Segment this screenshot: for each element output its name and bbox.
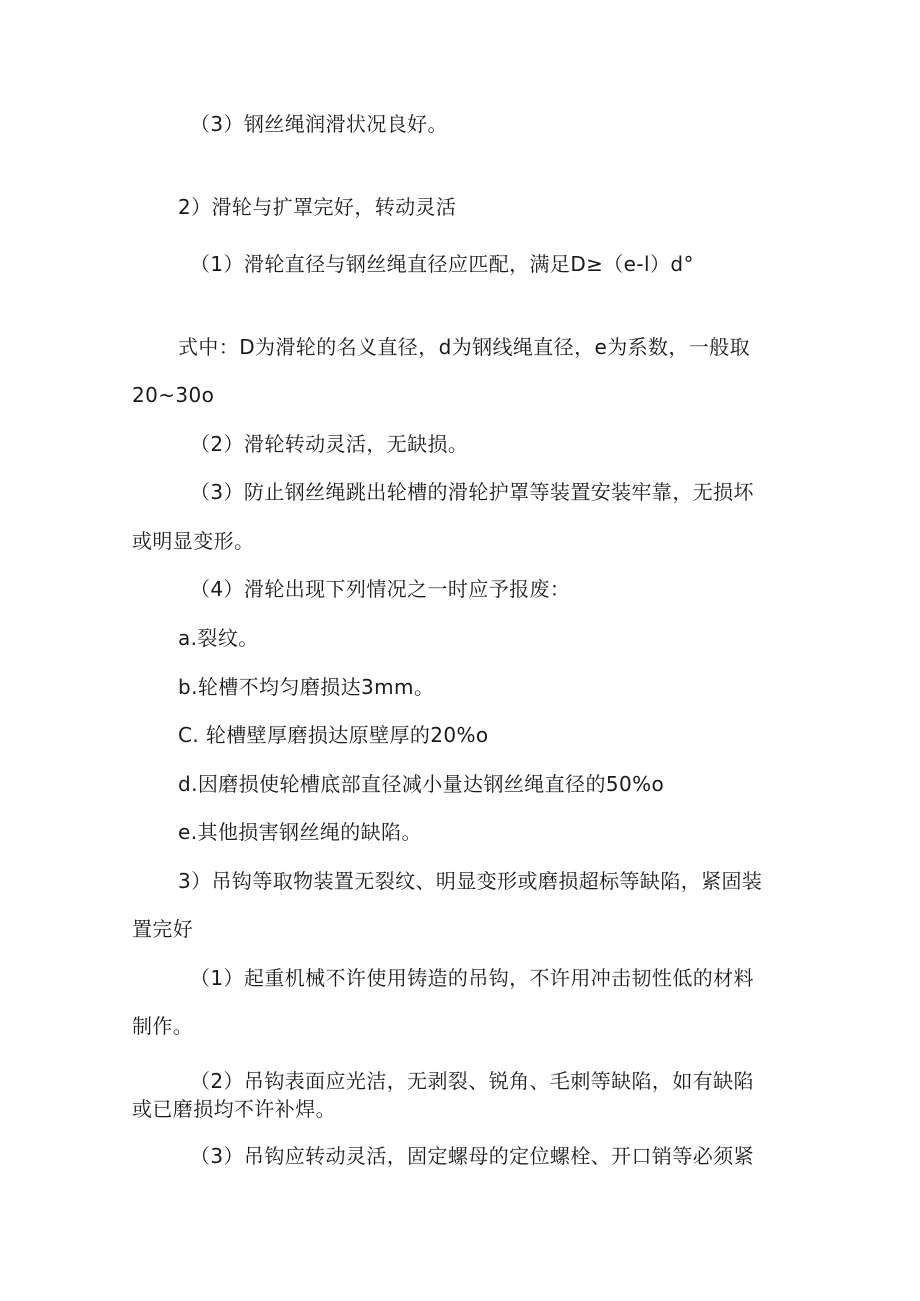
text-line: （3）吊钩应转动灵活，固定螺母的定位螺栓、开口销等必须紧 bbox=[190, 1144, 754, 1168]
list-item: d.因磨损使轮槽底部直径减小量达钢丝绳直径的50%o bbox=[178, 772, 665, 796]
section-heading: 3）吊钩等取物装置无裂纹、明显变形或磨损超标等缺陷，紧固装 bbox=[178, 869, 763, 893]
text-line: （2）滑轮转动灵活，无缺损。 bbox=[190, 432, 469, 456]
list-item: b.轮槽不均匀磨损达3mm。 bbox=[178, 675, 435, 699]
section-heading: 2）滑轮与扩罩完好，转动灵活 bbox=[178, 195, 457, 219]
text-line: （2）吊钩表面应光洁，无剥裂、锐角、毛刺等缺陷，如有缺陷 bbox=[190, 1069, 754, 1093]
text-line: （1）滑轮直径与钢丝绳直径应匹配，满足D≥（e-l）d° bbox=[190, 252, 694, 276]
text-line: 或已磨损均不许补焊。 bbox=[132, 1097, 336, 1121]
list-item: e.其他损害钢丝绳的缺陷。 bbox=[178, 820, 422, 844]
text-line: （3）防止钢丝绳跳出轮槽的滑轮护罩等装置安装牢靠，无损坏 bbox=[190, 480, 754, 504]
list-item: a.裂纹。 bbox=[178, 626, 259, 650]
list-item: C. 轮槽壁厚磨损达原壁厚的20%o bbox=[178, 723, 489, 747]
text-line: （1）起重机械不许使用铸造的吊钩，不许用冲击韧性低的材料 bbox=[190, 966, 754, 990]
text-line: 置完好 bbox=[132, 917, 194, 941]
text-line: 制作。 bbox=[132, 1014, 194, 1038]
text-line: （4）滑轮出现下列情况之一时应予报废： bbox=[190, 577, 571, 601]
text-line: （3）钢丝绳润滑状况良好。 bbox=[190, 112, 448, 136]
text-line: 20~30o bbox=[132, 383, 215, 407]
text-line: 或明显变形。 bbox=[132, 529, 255, 553]
text-line: 式中：D为滑轮的名义直径，d为钢线绳直径，e为系数，一般取 bbox=[178, 335, 750, 359]
